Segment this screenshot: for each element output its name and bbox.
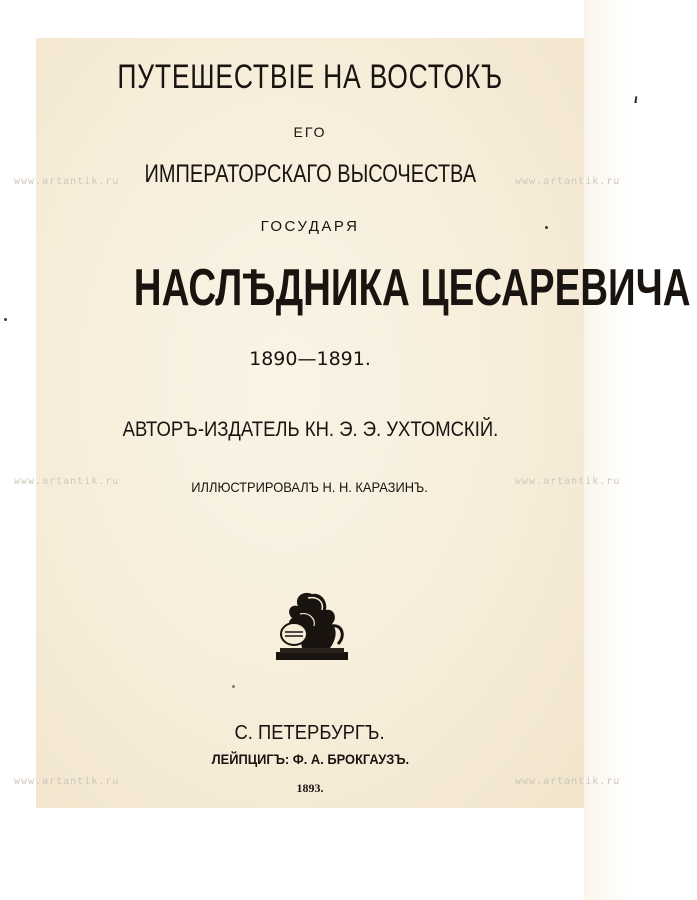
line-gosudarya: ГОСУДАРЯ: [260, 218, 360, 235]
watermark: www.artantik.ru: [14, 476, 120, 487]
paper-speck: [545, 226, 548, 229]
watermark: www.artantik.ru: [515, 476, 621, 487]
page-edge: [584, 0, 697, 900]
publication-year: 1893.: [296, 781, 324, 795]
author-publisher: АВТОРЪ-ИЗДАТЕЛЬ КН. Э. Э. УХТОМСКІЙ.: [122, 418, 498, 441]
watermark: www.artantik.ru: [515, 776, 621, 787]
line-naslednik: НАСЛѢДНИКА ЦЕСАРЕВИЧА: [133, 259, 691, 317]
years: 1890—1891.: [249, 348, 371, 370]
book-title: ПУТЕШЕСТВІЕ НА ВОСТОКЪ: [117, 58, 503, 96]
watermark: www.artantik.ru: [14, 776, 120, 787]
illustrator: ИЛЛЮСТРИРОВАЛЪ Н. Н. КАРАЗИНЪ.: [191, 479, 429, 495]
paper-speck: [232, 685, 235, 688]
margin-mark: ı: [634, 92, 638, 107]
city: С. ПЕТЕРБУРГЪ.: [234, 722, 386, 744]
griffin-publisher-mark-icon: [272, 588, 352, 664]
publisher: ЛЕЙПЦИГЪ: Ф. А. БРОКГАУЗЪ.: [211, 751, 409, 767]
line-ego: ЕГО: [293, 124, 327, 140]
watermark: www.artantik.ru: [14, 176, 120, 187]
watermark: www.artantik.ru: [515, 176, 621, 187]
line-imperial-highness: ИМПЕРАТОРСКАГО ВЫСОЧЕСТВА: [144, 160, 476, 188]
paper-speck: [4, 318, 7, 321]
